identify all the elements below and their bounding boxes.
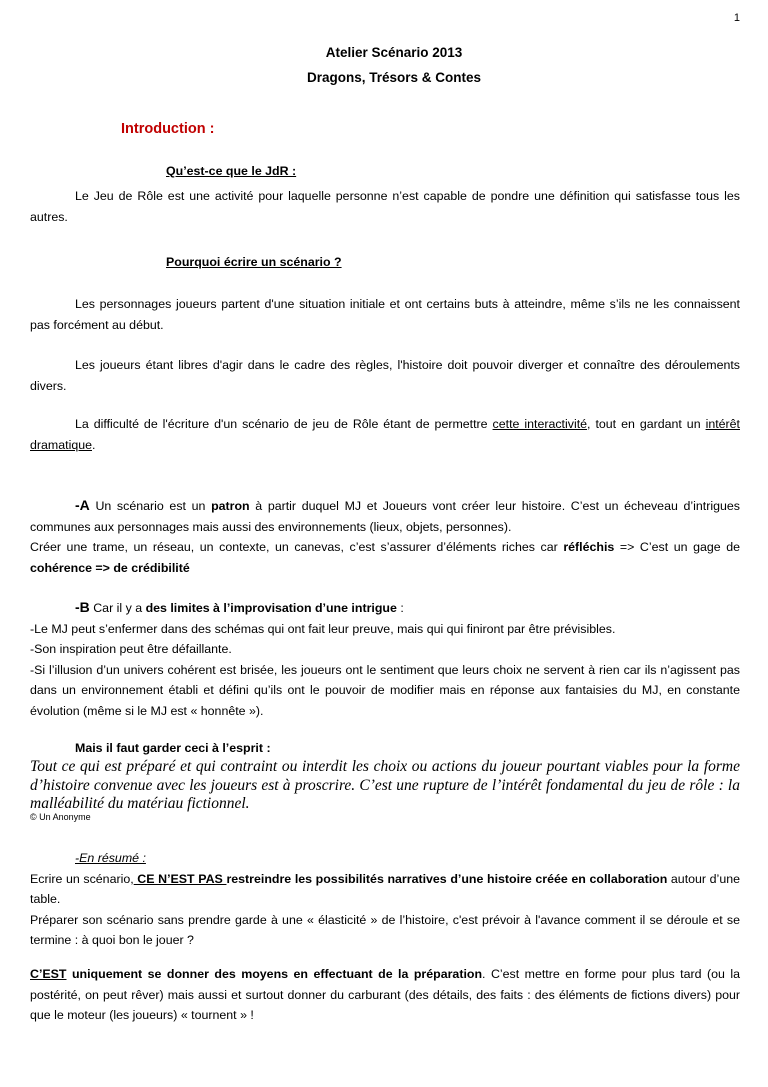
cest-section: C’EST uniquement se donner des moyens en effectuant de la préparation. C’est mettre en forme pour plus tard (ou la postérité, on peut rêver) mais aussi et surtout donner du carburant (des détails, des faits : des éléments de fictions divers) pour que le moteur (les joueurs) « tournent » ! xyxy=(30,967,740,1022)
document-subtitle: Dragons, Trésors & Contes xyxy=(306,70,482,85)
list-item: -Le MJ peut s’enfermer dans des schémas qui ont fait leur preuve, mais qui qui finiront par être prévisibles. xyxy=(30,621,616,636)
quote-text: Tout ce qui est préparé et qui contraint ou interdit les choix ou actions du joueur pourtant viables pour la forme d’histoire convenue avec les joueurs est à proscrire. C’est une rupture de l’intérêt fondamental du jeu de rôle : la malléabilité du matériau fictionnel. xyxy=(30,758,740,812)
section-b-label: -B xyxy=(75,599,90,615)
intro-heading: Introduction : xyxy=(121,121,215,137)
section-a-label: -A xyxy=(75,497,90,513)
paragraph-joueurs: Les joueurs étant libres d'agir dans le cadre des règles, l'histoire doit pouvoir diverger et connaître des déroulements divers. xyxy=(30,358,740,393)
paragraph-personnages: Les personnages joueurs partent d'une situation initiale et ont certains buts à atteindre, même s’ils ne les connaissent pas forcément au début. xyxy=(30,297,740,332)
esprit-heading: Mais il faut garder ceci à l’esprit : xyxy=(75,741,271,755)
paragraph-difficulte: La difficulté de l'écriture d'un scénario de jeu de Rôle étant de permettre cette interactivité, tout en gardant un intérêt dramatique. xyxy=(30,417,740,452)
question-jdr-heading: Qu’est-ce que le JdR : xyxy=(166,164,297,178)
underlined-interactivite: cette interactivité xyxy=(492,417,588,431)
list-item: -Son inspiration peut être défaillante. xyxy=(30,642,232,656)
document-title: Atelier Scénario 2013 xyxy=(325,45,463,60)
question-scenario-heading: Pourquoi écrire un scénario ? xyxy=(166,255,342,269)
resume-heading: -En résumé : xyxy=(75,851,146,865)
list-item: -Si l’illusion d’un univers cohérent est brisée, les joueurs ont le sentiment que leurs choix ne servent à rien car ils n’agissent pas dans un environnement établi et défini qu’ils ont le pouvoir de modifier mais en réponse aux fantaisies du MJ, en constante évolution (même si le MJ est « honnête »). xyxy=(30,662,740,718)
question-jdr-text: Le Jeu de Rôle est une activité pour laquelle personne n’est capable de pondre une définition qui satisfasse tous les autres. xyxy=(30,189,740,224)
quote-author: © Un Anonyme xyxy=(30,812,91,822)
section-a: -A Un scénario est un patron à partir duquel MJ et Joueurs vont créer leur histoire. C’est un écheveau d’intrigues communes aux personnages mais aussi des environnements (lieux, objets, personnes). Créer une trame, un réseau, un contexte, un canevas, c’est s’assurer d’éléments riches car réfléchis => C’est un gage de cohérence => de crédibilité xyxy=(30,497,740,575)
underlined-interet: intérêt dramatique xyxy=(30,417,740,452)
resume-section: -En résumé : Ecrire un scénario, CE N’EST PAS restreindre les possibilités narratives d’une histoire créée en collaboration autour d’une table. Préparer son scénario sans prendre garde à une « élasticité » de l’histoire, c'est prévoir à l'avance comment il se déroule et se termine : à quoi bon le jouer ? xyxy=(30,851,740,947)
page-number: 1 xyxy=(733,12,740,24)
section-b: -B Car il y a des limites à l’improvisation d’une intrigue : -Le MJ peut s’enfermer dans des schémas qui ont fait leur preuve, mais qui qui finiront par être prévisibles. -Son inspiration peut être défaillante. -Si l’illusion d’un univers cohérent est brisée, les joueurs ont le sentiment que leurs choix ne servent à rien car ils n’agissent pas dans un environnement établi et défini qu’ils ont le pouvoir de modifier mais en réponse aux fantaisies du MJ, en constante évolution (même si le MJ est « honnête »). xyxy=(30,597,740,721)
